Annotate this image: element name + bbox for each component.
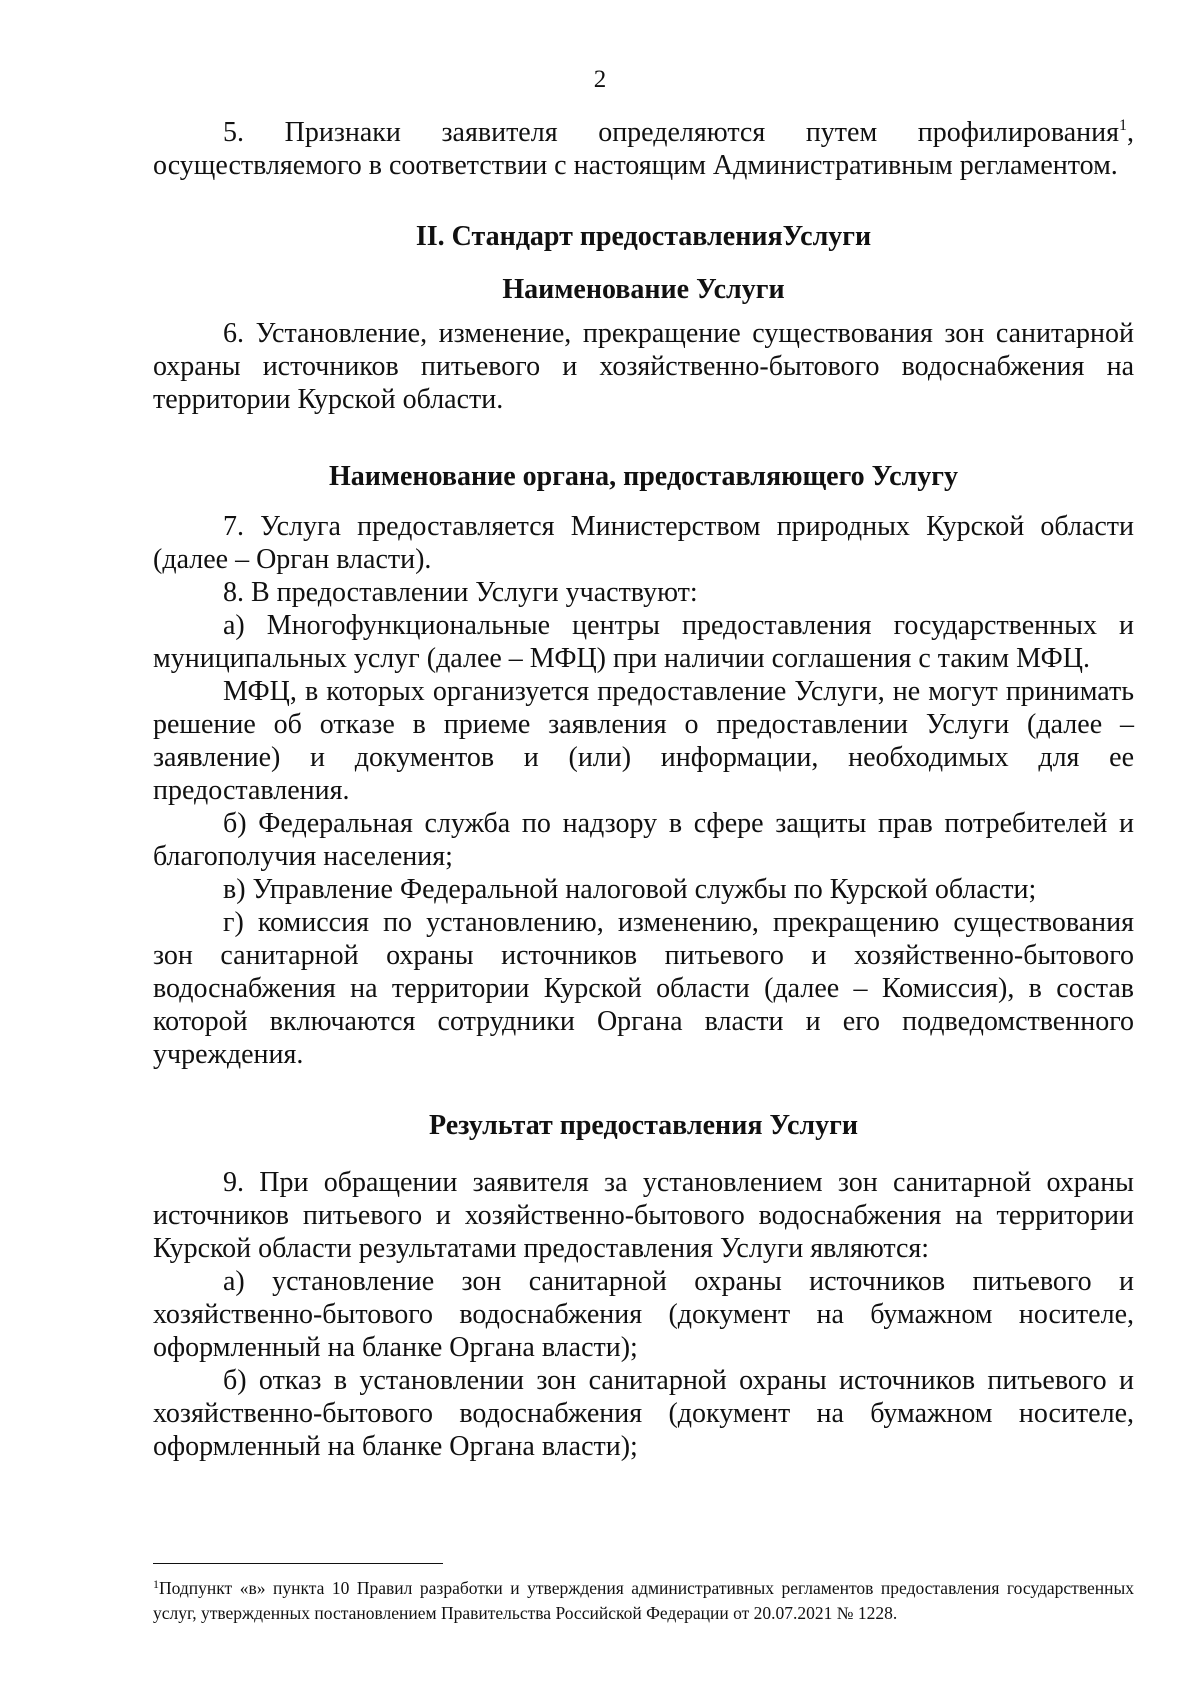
- footnote-reference[interactable]: 1: [1119, 117, 1127, 134]
- paragraph-9: 9. При обращении заявителя за установлением зон санитарной охраны источников питьевого и хозяйственно-бытового водоснабжения на территории Курской области результатами предоставления Услуги являются:: [153, 1167, 1134, 1264]
- heading-authority: Наименование органа, предоставляющего Услугу: [328, 461, 958, 492]
- paragraph-8c: в) Управление Федеральной налоговой службы по Курской области;: [223, 874, 1037, 905]
- footnote-text: Подпункт «в» пункта 10 Правил разработки и утверждения административных регламентов предоставления государственных услуг, утвержденных постановлением Правительства Российской Федерации от 20.07.2021 № 1228.: [153, 1578, 1134, 1623]
- paragraph-8d: г) комиссия по установлению, изменению, прекращению существования зон санитарной охраны источников питьевого и хозяйственно-бытового водоснабжения на территории Курской области (далее – Комиссия), в состав которой включаются сотрудники Органа власти и его подведомственного учреждения.: [153, 907, 1134, 1070]
- paragraph-8a-note: МФЦ, в которых организуется предоставление Услуги, не могут принимать решение об отказе в приеме заявления о предоставлении Услуги (далее – заявление) и документов и (или) информации, необходимых для ее предоставления.: [153, 676, 1134, 806]
- footnote-divider: [153, 1563, 443, 1564]
- paragraph-6: 6. Установление, изменение, прекращение существования зон санитарной охраны источников питьевого и хозяйственно-бытового водоснабжения на территории Курской области.: [153, 318, 1134, 415]
- section-heading: II. Стандарт предоставленияУслуги: [415, 221, 872, 252]
- document-body: [153, 116, 1134, 1463]
- heading-result: Результат предоставления Услуги: [429, 1110, 858, 1141]
- paragraph-8a: а) Многофункциональные центры предоставления государственных и муниципальных услуг (далее – МФЦ) при наличии соглашения с таким МФЦ.: [153, 610, 1134, 674]
- heading-service-name: Наименование Услуги: [502, 274, 785, 305]
- paragraph-5-tail: , осуществляемого в соответствии с настоящим Административным регламентом.: [153, 117, 1134, 181]
- paragraph-5: [153, 116, 1134, 182]
- page-number: 2: [593, 66, 607, 93]
- footnote: [153, 1576, 1134, 1626]
- paragraph-9a: а) установление зон санитарной охраны источников питьевого и хозяйственно-бытового водоснабжения (документ на бумажном носителе, оформленный на бланке Органа власти);: [153, 1266, 1134, 1363]
- paragraph-9b: б) отказ в установлении зон санитарной охраны источников питьевого и хозяйственно-бытового водоснабжения (документ на бумажном носителе, оформленный на бланке Органа власти);: [153, 1365, 1134, 1462]
- paragraph-5-text: 5. Признаки заявителя определяются путем профилирования: [223, 117, 1119, 148]
- paragraph-8: 8. В предоставлении Услуги участвуют:: [223, 577, 698, 608]
- paragraph-7: 7. Услуга предоставляется Министерством природных Курской области (далее – Орган власти).: [153, 511, 1134, 575]
- footnote-marker: 1: [153, 1577, 159, 1591]
- paragraph-8b: б) Федеральная служба по надзору в сфере защиты прав потребителей и благополучия населения;: [153, 808, 1134, 872]
